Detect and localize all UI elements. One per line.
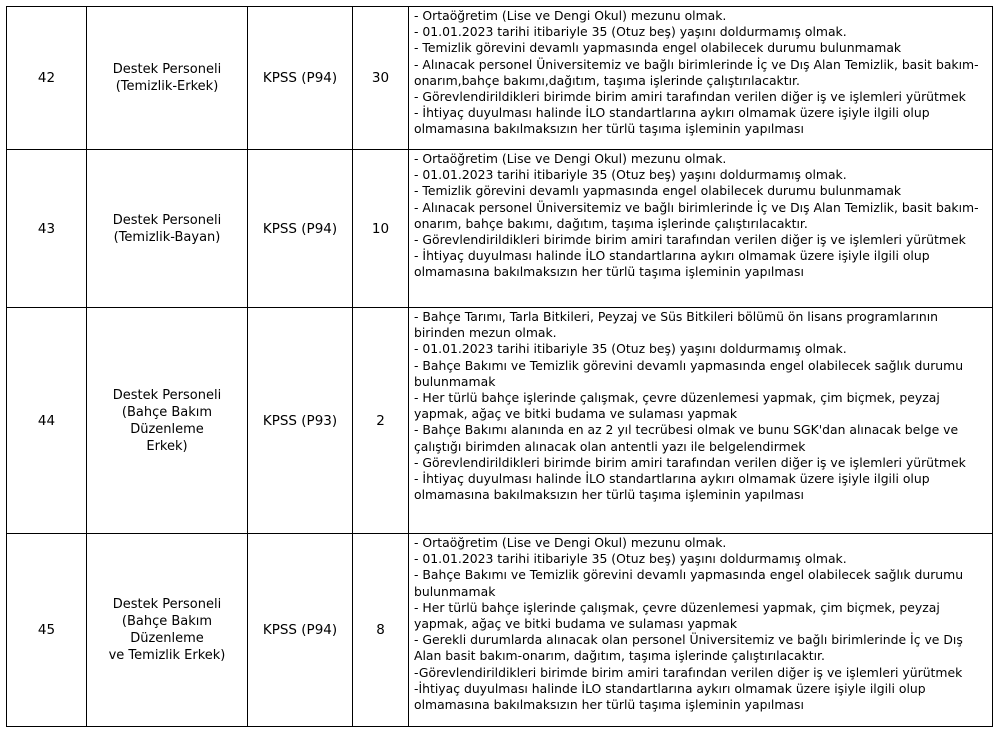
- position-count: 30: [353, 7, 409, 150]
- requirement-item: - Temizlik görevini devamlı yapmasında engel olabilecek durumu bulunmamak: [414, 40, 902, 56]
- requirement-item: - Gerekli durumlarda alınacak olan personel Üniversitemiz ve bağlı birimlerinde İç ve Dış Alan basit bakım-onarım, dağıtım, taşıma işlerinde çalıştırılacaktır.: [414, 632, 963, 664]
- table-row: [7, 150, 993, 308]
- requirement-item: - Bahçe Bakımı ve Temizlik görevini devamlı yapmasında engel olabilecek sağlık durumu bulunmamak: [414, 567, 964, 599]
- requirement-item: - Temizlik görevini devamlı yapmasında engel olabilecek durumu bulunmamak: [414, 183, 902, 199]
- exam-type: KPSS (P93): [248, 308, 353, 534]
- requirement-item: - Ortaöğretim (Lise ve Dengi Okul) mezunu olmak.: [414, 151, 727, 166]
- position-title: [87, 534, 248, 727]
- title-line: (Temizlik-Bayan): [113, 229, 221, 245]
- requirement-item: - 01.01.2023 tarihi itibariyle 35 (Otuz beş) yaşını doldurmamış olmak.: [414, 551, 847, 567]
- requirements-cell: [409, 534, 993, 727]
- exam-type: KPSS (P94): [248, 534, 353, 727]
- title-line: Destek Personeli: [112, 387, 222, 403]
- position-title: [87, 308, 248, 534]
- requirements-cell: [409, 7, 993, 150]
- title-line: (Bahçe Bakım Düzenleme: [121, 614, 213, 646]
- exam-type: KPSS (P94): [248, 150, 353, 308]
- positions-table: [6, 6, 993, 727]
- position-number: 43: [7, 150, 87, 308]
- table-row: [7, 308, 993, 534]
- requirement-item: -İhtiyaç duyulması halinde İLO standartlarına aykırı olmamak üzere işiyle ilgili olup olmamasına bakılmaksızın her türlü taşıma işleminin yapılması: [414, 680, 926, 713]
- requirement-item: - Alınacak personel Üniversitemiz ve bağlı birimlerinde İç ve Dış Alan Temizlik, basit bakım-onarım,bahçe bakımı,dağıtım, taşıma işlerinde çalıştırılacaktır.: [414, 56, 979, 88]
- requirement-item: - Görevlendirildikleri birimde birim amiri tarafından verilen diğer iş ve işlemleri yürütmek: [414, 454, 966, 470]
- requirement-item: - Ortaöğretim (Lise ve Dengi Okul) mezunu olmak.: [414, 535, 727, 550]
- requirement-item: -Görevlendirildikleri birimde birim amiri tarafından verilen diğer iş ve işlemleri yürütmek: [414, 664, 963, 680]
- requirement-item: - Görevlendirildikleri birimde birim amiri tarafından verilen diğer iş ve işlemleri yürütmek: [414, 89, 966, 105]
- title-line: Destek Personeli: [112, 62, 222, 77]
- position-number: 42: [7, 7, 87, 150]
- requirement-item: - Görevlendirildikleri birimde birim amiri tarafından verilen diğer iş ve işlemleri yürütmek: [414, 232, 966, 248]
- requirement-item: - Bahçe Bakımı ve Temizlik görevini devamlı yapmasında engel olabilecek sağlık durumu bulunmamak: [414, 357, 964, 389]
- title-line: Destek Personeli: [112, 597, 222, 612]
- requirements-cell: [409, 308, 993, 534]
- position-title: [87, 7, 248, 150]
- position-number: 45: [7, 534, 87, 727]
- requirement-item: - İhtiyaç duyulması halinde İLO standartlarına aykırı olmamak üzere işiyle ilgili olup olmamasına bakılmaksızın her türlü taşıma işleminin yapılması: [414, 471, 930, 503]
- requirement-item: - Alınacak personel Üniversitemiz ve bağlı birimlerinde İç ve Dış Alan Temizlik, basit bakım-onarım, bahçe bakımı, dağıtım, taşıma işlerinde çalıştırılacaktır.: [414, 199, 979, 231]
- position-count: 2: [353, 308, 409, 534]
- requirement-item: - Bahçe Bakımı alanında en az 2 yıl tecrübesi olmak ve bunu SGK'dan alınacak belge ve çalıştığı birimden alınacak olan antentli yazı ile belgelendirmek: [414, 422, 959, 454]
- requirement-item: - İhtiyaç duyulması halinde İLO standartlarına aykırı olmamak üzere işiyle ilgili olup olmamasına bakılmaksızın her türlü taşıma işleminin yapılması: [414, 248, 930, 280]
- requirement-item: - Her türlü bahçe işlerinde çalışmak, çevre düzenlemesi yapmak, çim biçmek, peyzaj yapmak, ağaç ve bitki budama ve sulaması yapmak: [414, 599, 940, 632]
- requirement-item: - 01.01.2023 tarihi itibariyle 35 (Otuz beş) yaşını doldurmamış olmak.: [414, 24, 847, 40]
- requirement-item: - İhtiyaç duyulması halinde İLO standartlarına aykırı olmamak üzere işiyle ilgili olup olmamasına bakılmaksızın her türlü taşıma işleminin yapılması: [414, 105, 930, 137]
- title-line: ve Temizlik Erkek): [108, 648, 226, 663]
- title-line: Destek Personeli: [112, 212, 222, 228]
- requirement-item: - Bahçe Tarımı, Tarla Bitkileri, Peyzaj ve Süs Bitkileri bölümü ön lisans programlarının birinden mezun olmak.: [414, 309, 939, 341]
- requirement-item: - Ortaöğretim (Lise ve Dengi Okul) mezunu olmak.: [414, 8, 727, 23]
- requirement-item: - Her türlü bahçe işlerinde çalışmak, çevre düzenlemesi yapmak, çim biçmek, peyzaj yapmak, ağaç ve bitki budama ve sulaması yapmak: [414, 390, 940, 422]
- title-line: Erkek): [146, 438, 188, 454]
- position-title: [87, 150, 248, 308]
- requirements-cell: [409, 150, 993, 308]
- table-row: [7, 7, 993, 150]
- title-line: (Bahçe Bakım Düzenleme: [121, 404, 213, 437]
- exam-type: KPSS (P94): [248, 7, 353, 150]
- table-row: [7, 534, 993, 727]
- title-line: (Temizlik-Erkek): [115, 79, 219, 94]
- position-count: 8: [353, 534, 409, 727]
- position-count: 10: [353, 150, 409, 308]
- requirement-item: - 01.01.2023 tarihi itibariyle 35 (Otuz beş) yaşını doldurmamış olmak.: [414, 167, 847, 183]
- position-number: 44: [7, 308, 87, 534]
- requirement-item: - 01.01.2023 tarihi itibariyle 35 (Otuz beş) yaşını doldurmamış olmak.: [414, 341, 847, 357]
